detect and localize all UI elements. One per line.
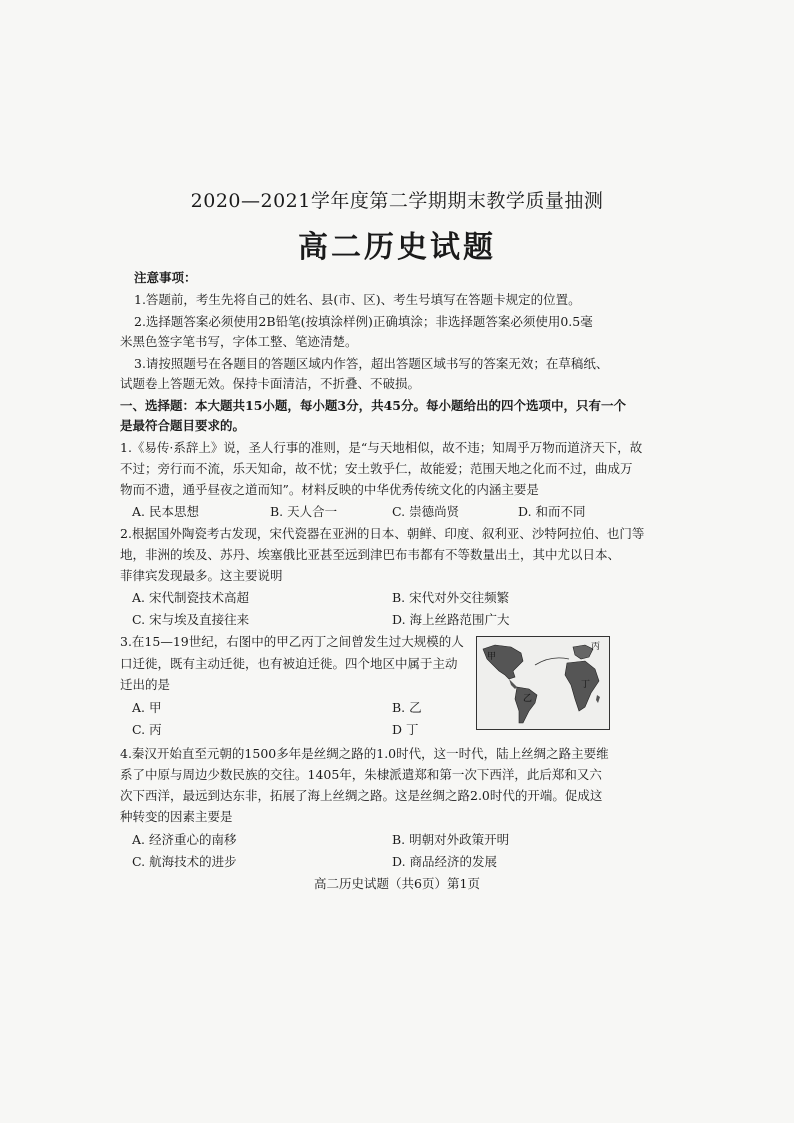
q1-option-b: B. 天人合一 bbox=[270, 504, 338, 519]
question-1-line: 1.《易传·系辞上》说，圣人行事的准则，是“与天地相似，故不违；知周乎万物而道济天下，故 bbox=[120, 440, 643, 455]
q4-option-a: A. 经济重心的南移 bbox=[132, 832, 237, 847]
notice-item: 试题卷上答题无效。保持卡面清洁，不折叠、不破损。 bbox=[120, 376, 421, 391]
migration-arrow bbox=[535, 658, 569, 665]
q3-option-c: C. 丙 bbox=[132, 722, 162, 737]
madagascar-shape bbox=[596, 695, 600, 703]
question-3-line: 3.在15—19世纪，右图中的甲乙丙丁之间曾发生过大规模的人 bbox=[120, 634, 464, 649]
q3-option-a: A. 甲 bbox=[132, 700, 162, 715]
q2-option-d: D. 海上丝路范围广大 bbox=[392, 612, 510, 627]
north-america-shape bbox=[483, 645, 523, 679]
question-4-line: 4.秦汉开始直至元朝的1500多年是丝绸之路的1.0时代，这一时代，陆上丝绸之路主要维 bbox=[120, 746, 609, 761]
q3-option-d: D 丁 bbox=[392, 722, 419, 737]
notice-item: 1.答题前，考生先将自己的姓名、县(市、区)、考生号填写在答题卡规定的位置。 bbox=[134, 292, 581, 307]
q2-option-b: B. 宋代对外交往频繁 bbox=[392, 590, 510, 605]
notice-heading: 注意事项： bbox=[134, 270, 197, 285]
question-2-line: 菲律宾发现最多。这主要说明 bbox=[120, 568, 283, 583]
subject-title: 高二历史试题 bbox=[298, 230, 496, 265]
question-2-line: 2.根据国外陶瓷考古发现，宋代瓷器在亚洲的日本、朝鲜、印度、叙利亚、沙特阿拉伯、也门等 bbox=[120, 526, 645, 541]
europe-shape bbox=[573, 645, 593, 659]
map-label-yi: 乙 bbox=[523, 694, 533, 704]
q1-option-a: A. 民本思想 bbox=[132, 504, 199, 519]
question-2-line: 地，非洲的埃及、苏丹、埃塞俄比亚甚至远到津巴布韦都有不等数量出土，其中尤以日本、 bbox=[120, 547, 621, 562]
question-1-line: 物而不遗，通乎昼夜之道而知”。材料反映的中华优秀传统文化的内涵主要是 bbox=[120, 482, 539, 497]
notice-item: 2.选择题答案必须使用2B铅笔(按填涂样例)正确填涂；非选择题答案必须使用0.5毫 bbox=[134, 314, 593, 329]
map-label-jia: 甲 bbox=[487, 652, 497, 662]
notice-item: 3.请按照题号在各题目的答题区域内作答，超出答题区域书写的答案无效；在草稿纸、 bbox=[134, 356, 609, 371]
map-label-bing: 丙 bbox=[591, 642, 601, 652]
q2-option-c: C. 宋与埃及直接往来 bbox=[132, 612, 250, 627]
question-1-line: 不过；旁行而不流，乐天知命，故不忧；安土敦乎仁，故能爱；范围天地之化而不过，曲成万 bbox=[120, 461, 633, 476]
page-footer: 高二历史试题（共6页）第1页 bbox=[314, 876, 480, 891]
q3-option-b: B. 乙 bbox=[392, 700, 422, 715]
question-4-line: 次下西洋，最远到达东非，拓展了海上丝绸之路。这是丝绸之路2.0时代的开端。促成这 bbox=[120, 788, 603, 803]
question-3-line: 迁出的是 bbox=[120, 677, 171, 692]
q4-option-c: C. 航海技术的进步 bbox=[132, 854, 237, 869]
map-label-ding: 丁 bbox=[581, 680, 591, 690]
notice-item: 米黑色签字笔书写，字体工整、笔迹清楚。 bbox=[120, 334, 358, 349]
q1-option-d: D. 和而不同 bbox=[518, 504, 586, 519]
section-heading: 一、选择题：本大题共15小题，每小题3分，共45分。每小题给出的四个选项中，只有一个 bbox=[120, 398, 626, 413]
q4-option-b: B. 明朝对外政策开明 bbox=[392, 832, 510, 847]
south-america-shape bbox=[515, 687, 537, 723]
q2-option-a: A. 宋代制瓷技术高超 bbox=[132, 590, 249, 605]
q4-option-d: D. 商品经济的发展 bbox=[392, 854, 498, 869]
central-america-shape bbox=[509, 679, 517, 689]
world-map-svg bbox=[477, 637, 609, 729]
q1-option-c: C. 崇德尚贤 bbox=[392, 504, 460, 519]
question-4-line: 种转变的因素主要是 bbox=[120, 809, 233, 824]
exam-title: 2020—2021学年度第二学期期末教学质量抽测 bbox=[190, 190, 604, 212]
question-3-line: 口迁徙，既有主动迁徙，也有被迫迁徙。四个地区中属于主动 bbox=[120, 656, 458, 671]
question-4-line: 系了中原与周边少数民族的交往。1405年，朱棣派遣郑和第一次下西洋，此后郑和又六 bbox=[120, 767, 602, 782]
section-heading: 是最符合题目要求的。 bbox=[120, 418, 246, 433]
world-map-figure bbox=[476, 636, 610, 730]
